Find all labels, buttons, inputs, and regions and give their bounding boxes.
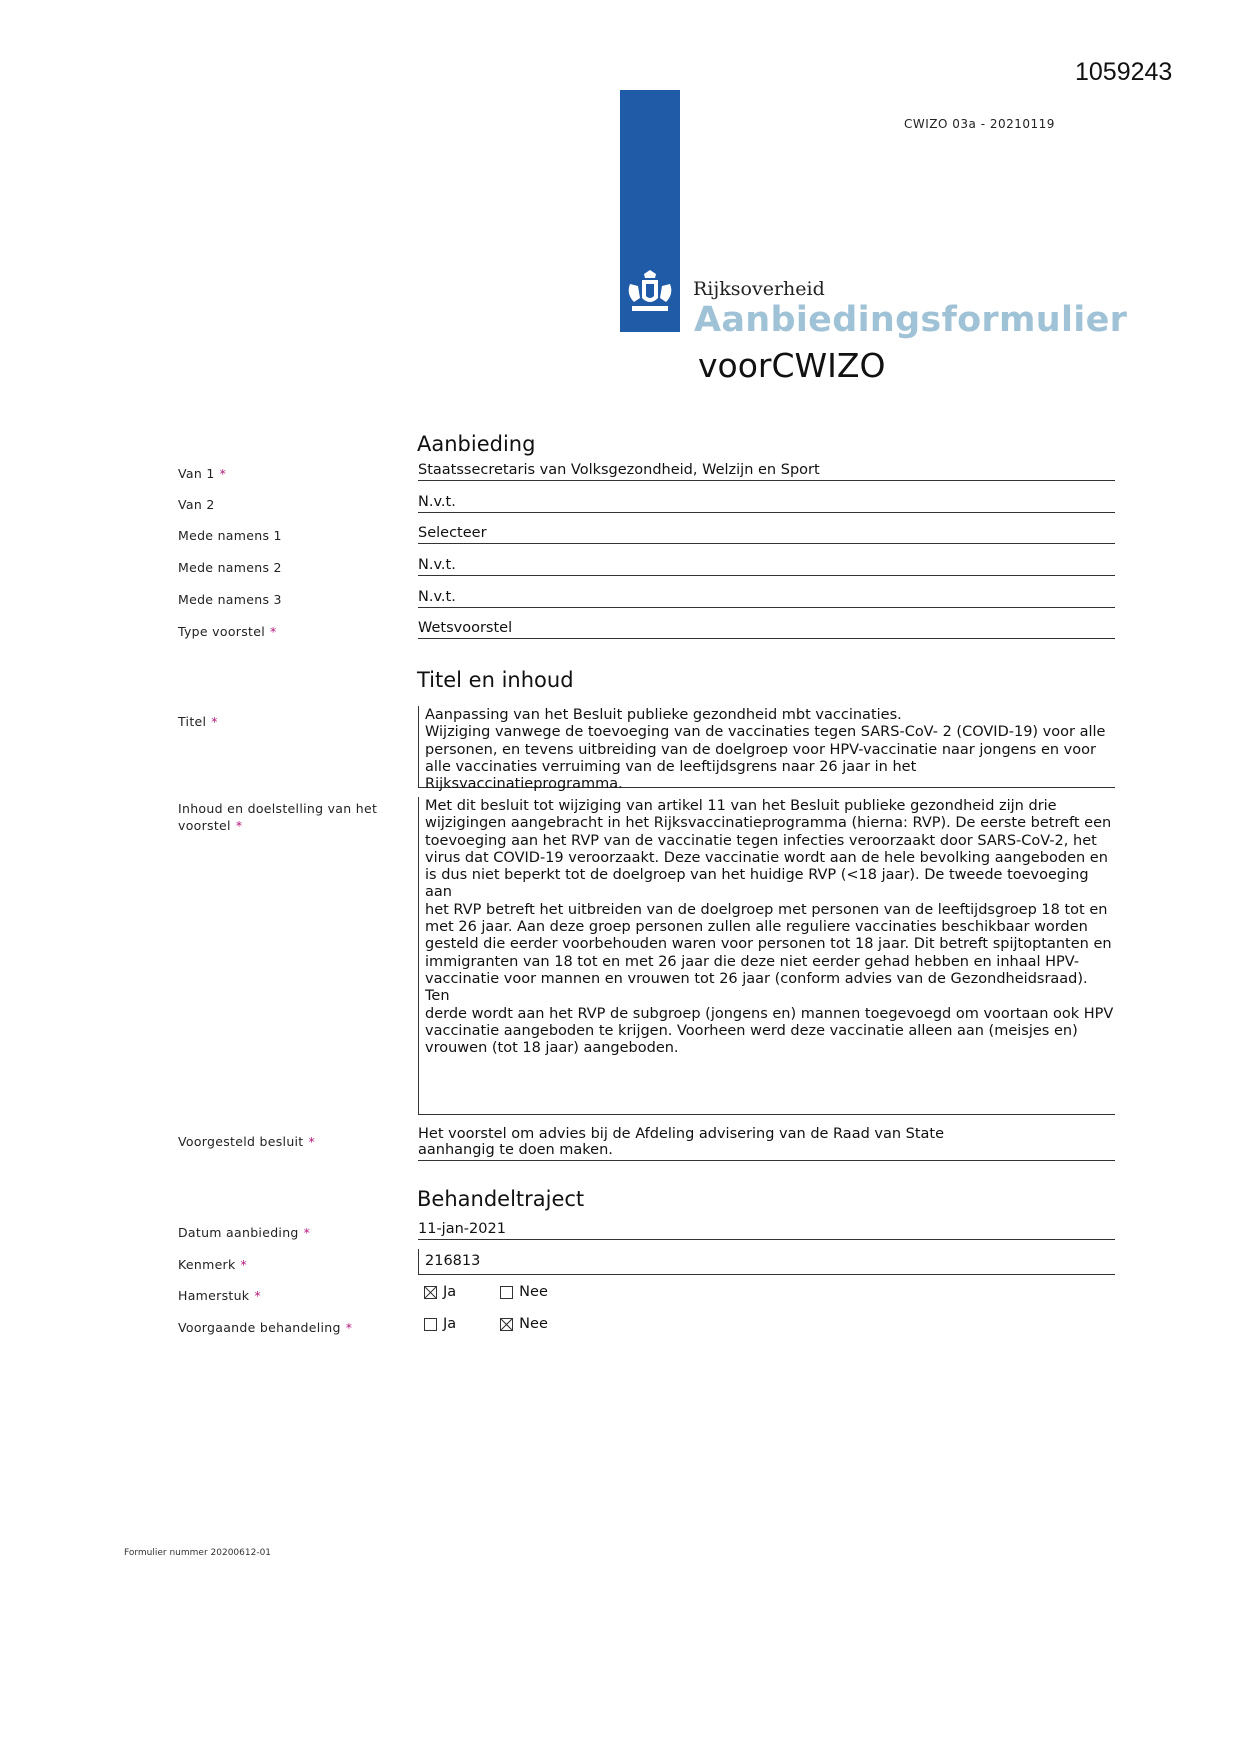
text-line: vaccinatie voor mannen en vrouwen tot 26 jaar (conform advies van de Gezondheidsraad). Ten bbox=[425, 970, 1088, 1005]
required-mark: * bbox=[345, 1320, 353, 1335]
text-line: immigranten van 18 tot en met 26 jaar die deze niet eerder gehad hebben en inhaal HPV- bbox=[425, 953, 1080, 970]
section-titel-inhoud: Titel en inhoud bbox=[417, 668, 574, 692]
text-line: derde wordt aan het RVP de subgroep (jongens en) mannen toegevoegd om voortaan ook HPV bbox=[425, 1005, 1114, 1022]
field-mede2[interactable]: N.v.t. bbox=[418, 557, 1115, 576]
label-van1: Van 1 * bbox=[178, 466, 227, 481]
text-line: Wijziging vanwege de toevoeging van de vaccinaties tegen SARS-CoV- 2 (COVID-19) voor alle bbox=[425, 724, 1106, 741]
form-subtitle: voorCWIZO bbox=[698, 346, 886, 385]
text-line: virus dat COVID-19 veroorzaakt. Deze vaccinatie wordt aan de hele bevolking aangeboden en bbox=[425, 849, 1108, 866]
label-mede3: Mede namens 3 bbox=[178, 592, 282, 607]
form-title: Aanbiedingsformulier bbox=[694, 300, 1128, 340]
voorgaande-ja-checkbox[interactable] bbox=[424, 1318, 437, 1331]
text-line: Het voorstel om advies bij de Afdeling advisering van de Raad van State bbox=[418, 1126, 945, 1142]
brand-name: Rijksoverheid bbox=[693, 278, 825, 300]
text-line: vrouwen (tot 18 jaar) aangeboden. bbox=[425, 1040, 679, 1057]
section-aanbieding: Aanbieding bbox=[417, 432, 536, 456]
document-number: 1059243 bbox=[1075, 58, 1173, 86]
field-van2[interactable]: N.v.t. bbox=[418, 494, 1115, 513]
form-code: CWIZO 03a - 20210119 bbox=[904, 117, 1055, 131]
field-type-voorstel[interactable]: Wetsvoorstel bbox=[418, 620, 1115, 639]
label-mede2: Mede namens 2 bbox=[178, 560, 282, 575]
required-mark: * bbox=[270, 624, 277, 639]
text-line: personen, en tevens uitbreiding van de doelgroep voor HPV-vaccinatie naar jongens en voor bbox=[425, 741, 1096, 758]
field-inhoud[interactable] bbox=[418, 797, 1115, 1115]
text-line: gesteld die eerder voorbehouden waren voor personen tot 18 jaar. Dit betreft spijtoptanten en bbox=[425, 936, 1112, 953]
required-mark: * bbox=[235, 818, 243, 833]
required-mark: * bbox=[303, 1225, 311, 1240]
label-van2: Van 2 bbox=[178, 497, 215, 512]
required-mark: * bbox=[308, 1134, 316, 1149]
label-mede1: Mede namens 1 bbox=[178, 528, 282, 543]
required-mark: * bbox=[240, 1257, 248, 1272]
field-datum[interactable]: 11-jan-2021 bbox=[418, 1221, 1115, 1240]
text-line: het RVP betreft het uitbreiden van de doelgroep met personen van de leeftijdsgroep 18 tot en bbox=[425, 901, 1108, 918]
hamerstuk-ja-checkbox[interactable] bbox=[424, 1286, 437, 1299]
voorgaande-options bbox=[424, 1316, 548, 1332]
hamerstuk-options bbox=[424, 1284, 548, 1300]
text-line: wijzigingen aangebracht in het Rijksvaccinatieprogramma (hierna: RVP). De eerste betreft een bbox=[425, 815, 1112, 832]
field-kenmerk[interactable]: 216813 bbox=[418, 1249, 1115, 1275]
field-voorgesteld[interactable] bbox=[418, 1126, 1115, 1161]
text-line: is dus niet beperkt tot de doelgroep van het huidige RVP (<18 jaar). De tweede toevoeging aan bbox=[425, 867, 1089, 901]
label-datum: Datum aanbieding * bbox=[178, 1225, 311, 1240]
label-kenmerk: Kenmerk * bbox=[178, 1257, 248, 1272]
field-mede1[interactable]: Selecteer bbox=[418, 525, 1115, 544]
required-mark: * bbox=[219, 466, 227, 481]
text-line: Met dit besluit tot wijziging van artikel 11 van het Besluit publieke gezondheid zijn drie bbox=[425, 798, 1057, 814]
label-hamerstuk: Hamerstuk * bbox=[178, 1288, 261, 1303]
text-line: alle vaccinaties verruiming van de leeftijdsgrens naar 26 jaar in het Rijksvaccinatieprogramma. bbox=[425, 758, 917, 793]
text-line: aanhangig te doen maken. bbox=[418, 1142, 613, 1158]
form-number-footer: Formulier nummer 20200612-01 bbox=[124, 1548, 272, 1558]
voorgaande-nee-checkbox[interactable] bbox=[500, 1318, 513, 1331]
label-titel: Titel * bbox=[178, 714, 218, 729]
label-type-voorstel: Type voorstel * bbox=[178, 624, 277, 639]
coat-of-arms-icon bbox=[622, 268, 678, 318]
hamerstuk-nee-checkbox[interactable] bbox=[500, 1286, 513, 1299]
field-van1[interactable]: Staatssecretaris van Volksgezondheid, Welzijn en Sport bbox=[418, 462, 1115, 481]
voorgaande-ja-label: Ja bbox=[443, 1316, 457, 1332]
field-mede3[interactable]: N.v.t. bbox=[418, 589, 1115, 608]
voorgaande-nee-label: Nee bbox=[519, 1316, 548, 1332]
text-line: vaccinatie aangeboden te krijgen. Voorheen werd deze vaccinatie alleen aan (meisjes en) bbox=[425, 1022, 1078, 1039]
label-voorgaande: Voorgaande behandeling * bbox=[178, 1320, 353, 1335]
label-voorgesteld: Voorgesteld besluit * bbox=[178, 1134, 316, 1149]
hamerstuk-ja-label: Ja bbox=[443, 1284, 457, 1300]
text-line: toevoeging aan het RVP van de vaccinatie tegen infecties veroorzaakt door SARS-CoV-2, het bbox=[425, 832, 1097, 849]
label-inhoud: Inhoud en doelstelling van het voorstel * bbox=[178, 801, 378, 833]
section-behandeltraject: Behandeltraject bbox=[417, 1187, 585, 1211]
hamerstuk-nee-label: Nee bbox=[519, 1284, 548, 1300]
text-line: Aanpassing van het Besluit publieke gezondheid mbt vaccinaties. bbox=[425, 707, 902, 723]
text-line: met 26 jaar. Aan deze groep personen zullen alle reguliere vaccinaties beschikbaar worden bbox=[425, 919, 1088, 936]
field-titel[interactable] bbox=[418, 706, 1115, 793]
required-mark: * bbox=[254, 1288, 261, 1303]
required-mark: * bbox=[211, 714, 218, 729]
